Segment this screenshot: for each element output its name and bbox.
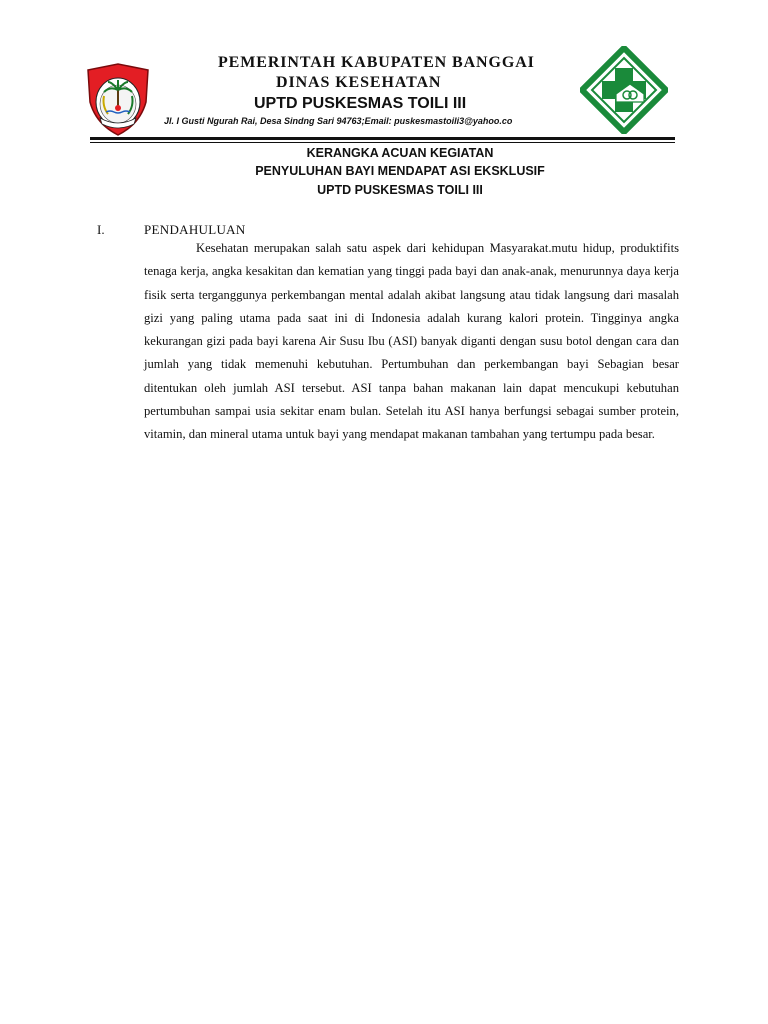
document-title-line-1: KERANGKA ACUAN KEGIATAN: [306, 146, 494, 160]
address-line: Jl. I Gusti Ngurah Rai, Desa Sindng Sari 94763;Email: puskesmastoili3@yahoo.co: [164, 116, 513, 126]
header-rule-thin: [90, 142, 675, 143]
kabupaten-banggai-emblem-icon: [80, 62, 156, 143]
puskesmas-logo-icon: [580, 46, 668, 139]
department-title: DINAS KESEHATAN: [276, 74, 442, 91]
government-title: PEMERINTAH KABUPATEN BANGGAI: [218, 54, 535, 71]
unit-title: UPTD PUSKESMAS TOILI III: [254, 95, 467, 112]
section-paragraph: Kesehatan merupakan salah satu aspek dari kehidupan Masyarakat.mutu hidup, produktifits tenaga kerja, angka kesakitan dan kematian yang tinggi pada bayi dan anak-anak, menurunnya daya kerja fisik serta terganggunya perkembangan mental adalah akibat langsung atau tidak langsung dari masalah gizi yang paling utama pada saat ini di Indonesia adalah kurang kalori protein. Tingginya angka kekurangan gizi pada bayi karena Air Susu Ibu (ASI) banyak diganti dengan susu botol dengan cara dan jumlah yang tidak memenuhi kebutuhan. Pertumbuhan dan perkembangan bayi Sebagian besar ditentukan oleh jumlah ASI tersebut. ASI tanpa bahan makanan lain dapat mencukupi kebutuhan pertumbuhan sampai usia sekitar enam bulan. Setelah itu ASI hanya berfungsi sebagai sumber protein, vitamin, dan mineral utama untuk bayi yang mendapat makanan tambahan yang tertumpu pada besar.: [144, 241, 679, 442]
document-title-line-2: PENYULUHAN BAYI MENDAPAT ASI EKSKLUSIF: [255, 164, 545, 178]
header-rule-thick: [90, 137, 675, 140]
section-number: I.: [97, 222, 105, 237]
section-title: PENDAHULUAN: [144, 222, 246, 237]
document-title-line-3: UPTD PUSKESMAS TOILI III: [317, 183, 483, 197]
